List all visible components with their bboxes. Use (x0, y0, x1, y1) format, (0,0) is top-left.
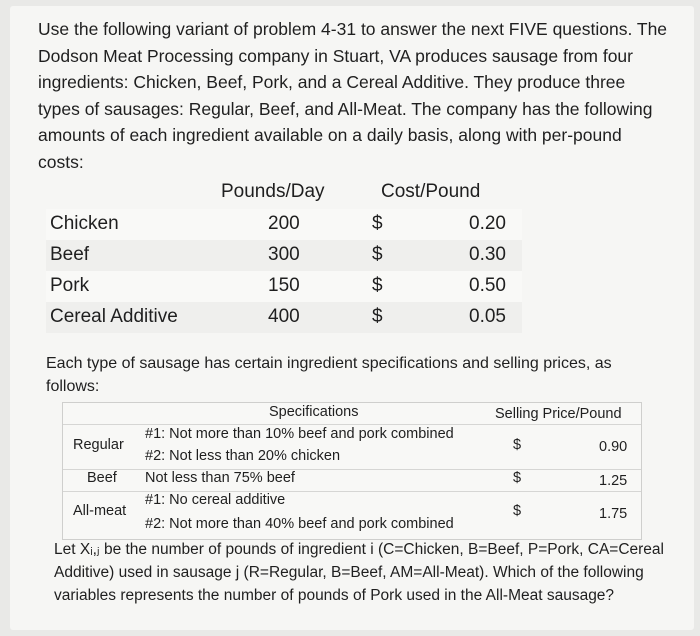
table-row (46, 240, 522, 271)
currency-symbol: $ (513, 437, 522, 453)
intro-text: Use the following variant of problem 4-31 to answer the next FIVE questions. The Dodson Meat Processing company in Stuart, VA produces sausage from four ingredients: Chicken, Beef, Pork, and a Cereal Additive. They produce three types of sausages: Regular, Beef, and All-Meat. The company has the following amounts of each ingredient available on a daily basis, along with per-pound costs: (38, 19, 668, 172)
ingredient-cost: 0.05 (469, 306, 506, 327)
beef-price: 1.25 (599, 473, 628, 489)
header-selling-price: Selling Price/Pound (495, 406, 622, 422)
table-row (46, 271, 522, 302)
all-meat-spec-2: #2: Not more than 40% beef and pork combined (145, 516, 454, 532)
ingredient-pounds: 150 (268, 275, 300, 296)
currency-symbol: $ (372, 213, 383, 234)
ingredient-pounds: 200 (268, 213, 300, 234)
ingredient-pounds: 300 (268, 244, 300, 265)
header-pounds-per-day: Pounds/Day (221, 181, 325, 202)
sausage-name-regular: Regular (73, 437, 124, 453)
all-meat-spec-1: #1: No cereal additive (145, 492, 286, 508)
currency-symbol: $ (372, 275, 383, 296)
ingredient-name: Chicken (50, 213, 119, 234)
header-divider (63, 424, 641, 425)
header-specifications: Specifications (269, 404, 359, 420)
currency-symbol: $ (372, 244, 383, 265)
ingredient-name: Cereal Additive (50, 306, 178, 327)
ingredient-pounds: 400 (268, 306, 300, 327)
sausage-name-beef: Beef (87, 470, 117, 486)
specifications-intro-text: Each type of sausage has certain ingredient specifications and selling prices, as follows: (46, 355, 612, 395)
ingredient-name: Pork (50, 275, 90, 296)
table-row (46, 302, 522, 333)
all-meat-price: 1.75 (599, 506, 628, 522)
sausage-name-all-meat: All-meat (73, 503, 127, 519)
table-row (46, 209, 522, 240)
currency-symbol: $ (513, 470, 522, 486)
beef-spec-1: Not less than 75% beef (145, 470, 295, 486)
ingredient-cost: 0.50 (469, 275, 506, 296)
regular-price: 0.90 (599, 439, 628, 455)
question-text: Let Xᵢ,ⱼ be the number of pounds of ingredient i (C=Chicken, B=Beef, P=Pork, CA=Cereal Additive) used in sausage j (R=Regular, B=Beef, AM=All-Meat). Which of the following variables represents the number of pounds of Pork used in the All-Meat sausage? (54, 541, 664, 604)
currency-symbol: $ (513, 503, 522, 519)
ingredient-cost: 0.20 (469, 213, 506, 234)
ingredient-cost: 0.30 (469, 244, 506, 265)
currency-symbol: $ (372, 306, 383, 327)
header-cost-per-pound: Cost/Pound (381, 181, 481, 202)
regular-spec-2: #2: Not less than 20% chicken (145, 448, 341, 464)
ingredient-name: Beef (50, 244, 90, 265)
regular-spec-1: #1: Not more than 10% beef and pork combined (145, 426, 454, 442)
specifications-table (62, 402, 642, 540)
ingredients-body (46, 209, 522, 333)
question-card (10, 6, 694, 630)
ingredients-header (46, 178, 522, 209)
ingredients-table (46, 178, 522, 333)
